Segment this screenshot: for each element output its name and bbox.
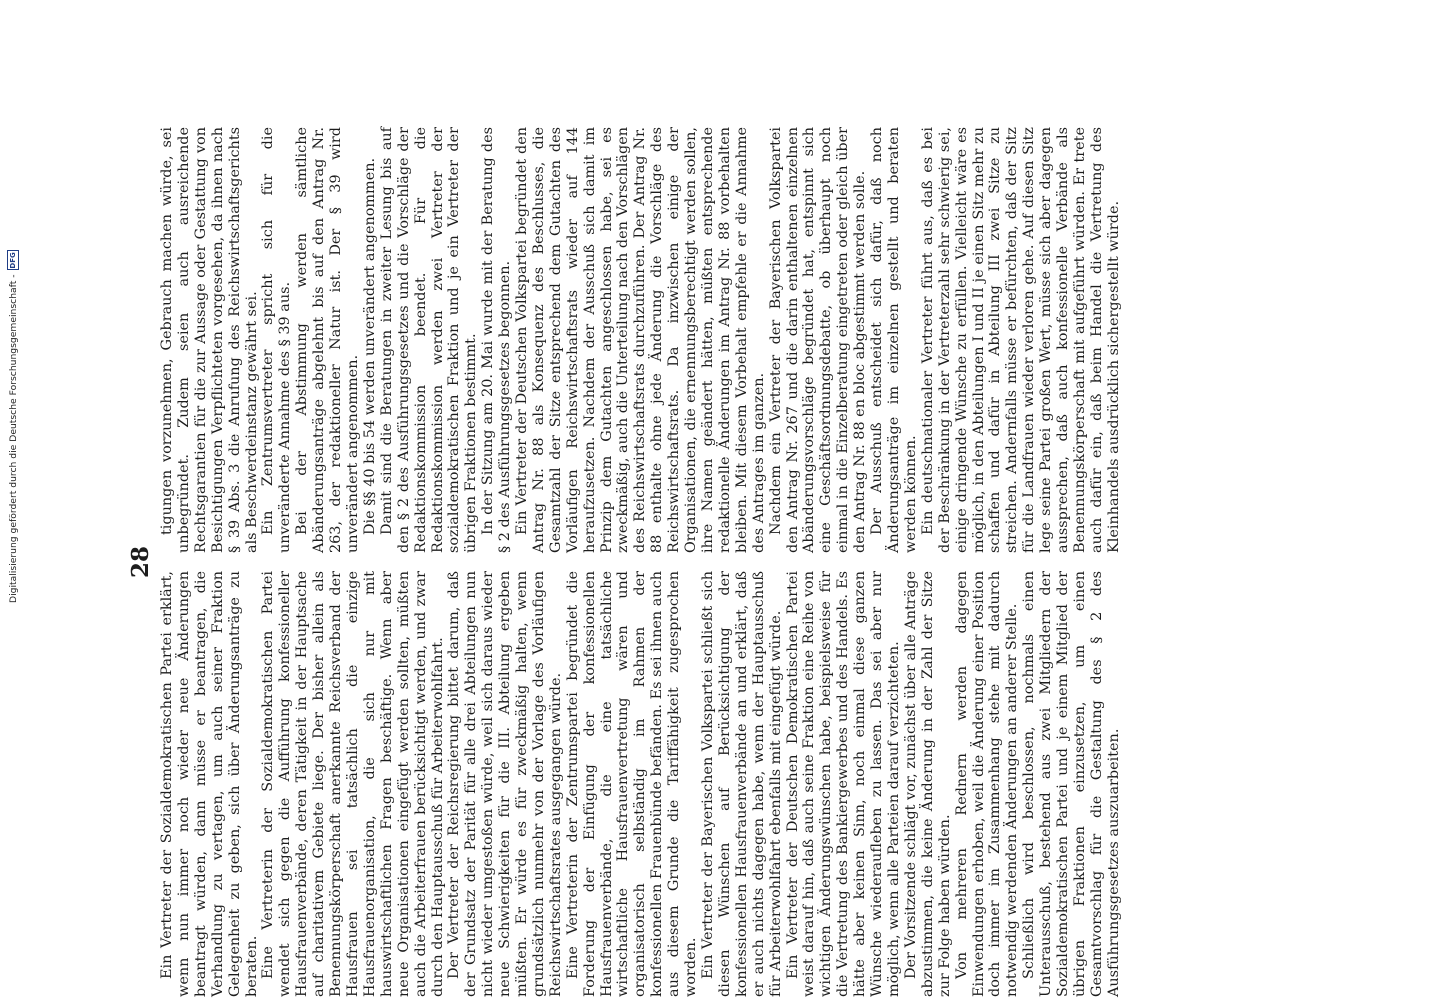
paragraph: Nachdem ein Vertreter der Bayerischen Volkspartei den Antrag Nr. 267 und die darin enthaltenen einzelnen Abänderungsvorschläge begründet hat, entspinnt sich eine Geschäftsordnungsdebatte, ob überhaupt noch einmal in die Einzelberatung eingetreten oder gleich über den Antrag Nr. 88 en bloc abgestimmt werden solle. (767, 127, 869, 553)
paragraph: Die §§ 40 bis 54 werden unverändert angenommen. (361, 157, 378, 535)
paragraph: Ein Vertreter der Bayerischen Volkspartei schließt sich diesen Wünschen auf Berücksichtigung der konfessionellen Hausfrauenverbände an und erklärt, daß er auch nichts dagegen habe, wenn der Hauptausschuß für Arbeiterwohlfahrt ebenfalls mit eingefügt würde. (700, 571, 784, 997)
page-number: 28 (127, 546, 154, 579)
paragraph: Der Vorsitzende schlägt vor, zunächst über alle Anträge abzustimmen, die keine Änderung in der Zahl der Sitze zur Folge haben würden. (902, 571, 953, 997)
paragraph: Eine Vertreterin der Sozialdemokratischen Partei wendet sich gegen die Aufführung konfessioneller Hausfrauenverbände, deren Tätigkeit in der Hauptsache auf charitativem Gebiete liege. Der bisher allein als Benennungskörperschaft anerkannte Reichsverband der Hausfrauen sei tatsächlich die einzige Hausfrauenorganisation, die sich nur mit hauswirtschaftlichen Fragen beschäftige. Wenn aber neue Organisationen eingefügt werden sollten, müßten auch die Arbeiterfrauen berücksichtigt werden, und zwar durch den Hauptausschuß für Arbeiterwohlfahrt. (260, 571, 446, 997)
paragraph: Ein Vertreter der Sozialdemokratischen Partei erklärt, wenn nun immer noch wieder neue Änderungen beantragt würden, dann müsse er beantragen, die Verhandlung zu vertagen, um auch seiner Fraktion Gelegenheit zu geben, sich über Änderungsanträge zu beraten. (159, 571, 260, 997)
paragraph: Ein Vertreter der Deutschen Demokratischen Partei weist darauf hin, daß auch seine Fraktion eine Reihe von wichtigen Änderungswünschen habe, beispielsweise für die Vertretung des Bankiergewerbes und des Handels. Es hätte aber keinen Sinn, noch einmal diese ganzen Wünsche wiederaufleben zu lassen. Das sei aber nur möglich, wenn alle Parteien darauf verzichteten. (784, 571, 902, 997)
paragraph: tigungen vorzunehmen, Gebrauch machen würde, sei unbegründet. Zudem seien auch ausreichende Rechtsgarantien für die zur Aussage oder Gestattung von Besichtigungen Verpflichteten vorgesehen, da ihnen nach § 39 Abs. 3 die Anrufung des Reichswirtschaftsgerichts als Beschwerdeinstanz gewährt sei. (159, 127, 260, 553)
paragraph: Der Vertreter der Reichsregierung bittet darum, daß der Grundsatz der Parität für alle drei Abteilungen nun nicht wieder umgestoßen würde, weil sich daraus wieder neue Schwierigkeiten für die III. Abteilung ergeben müßten. Er würde es für zweckmäßig halten, wenn grundsätzlich nunmehr von der Vorlage des Vorläufigen Reichswirtschaftsrates ausgegangen würde. (446, 571, 564, 997)
paragraph: Ein Vertreter der Deutschen Volkspartei begründet den Antrag Nr. 88 als Konsequenz des Beschlusses, die Gesamtzahl der Sitze entsprechend dem Gutachten des Vorläufigen Reichswirtschaftsrats wieder auf 144 heraufzusetzen. Nachdem der Ausschuß sich damit im Prinzip dem Gutachten angeschlossen habe, sei es zweckmäßig, auch die Unterteilung nach den Vorschlägen des Reichswirtschaftsrats durchzuführen. Der Antrag Nr. 88 enthalte ohne jede Änderung die Vorschläge des Reichswirtschaftsrats. Da inzwischen einige der Organisationen, die ernennungsberechtigt werden sollen, ihre Namen geändert hätten, müßten entsprechende redaktionelle Änderungen im Antrag Nr. 88 vorbehalten bleiben. Mit diesem Vorbehalt empfehle er die Annahme des Antrages im ganzen. (514, 127, 767, 553)
paragraph: Von mehreren Rednern werden dagegen Einwendungen erhoben, weil die Änderung einer Position doch immer im Zusammenhang stehe mit dadurch notwendig werdenden Änderungen an anderer Stelle. (953, 571, 1021, 997)
dfg-logo: DFG (9, 252, 17, 269)
paragraph: In der Sitzung am 20. Mai wurde mit der Beratung des § 2 des Ausführungsgesetzes begonnen. (480, 127, 514, 553)
paragraph: Schließlich wird beschlossen, nochmals einen Unterausschuß, bestehend aus zwei Mitgliedern der Sozialdemokratischen Partei und je einem Mitglied der übrigen Fraktionen einzusetzen, um einen Gesamtvorschlag für die Gestaltung des § 2 des Ausführungsgesetzes auszuarbeiten. (1021, 571, 1122, 997)
paragraph: Ein deutschnationaler Vertreter führt aus, daß es bei der Beschränkung in der Vertreterzahl sehr schwierig sei, einige dringende Wünsche zu erfüllen. Vielleicht wäre es möglich, in den Abteilungen I und II je einen Sitz mehr zu schaffen und dafür in Abteilung III zwei Sitze zu streichen. Andernfalls müsse er befürchten, daß der Sitz für die Landfrauen wieder verloren gehe. Auf diesen Sitz lege seine Partei großen Wert, müsse sich aber dagegen aussprechen, daß auch konfessionelle Verbände als Benennungskörperschaft mit aufgeführt würden. Er trete auch dafür ein, daß beim Handel die Vertretung des Kleinhandels ausdrücklich sichergestellt würde. (919, 127, 1122, 553)
rotated-page (127, 127, 1307, 997)
text-column-left (159, 571, 1123, 997)
paragraph: Ein Zentrumsvertreter spricht sich für die unveränderte Annahme des § 39 aus. (260, 127, 294, 553)
footer-text: Digitalisierung gefördert durch die Deutsche Forschungsgemeinschaft - (7, 274, 19, 603)
paragraph: Bei der Abstimmung werden sämtliche Abänderungsanträge abgelehnt bis auf den Antrag Nr. 263, der redaktioneller Natur ist. Der § 39 wird unverändert angenommen. (294, 127, 361, 553)
paragraph: Damit sind die Beratungen in zweiter Lesung bis auf den § 2 des Ausführungsgesetzes und die Vorschläge der Redaktionskommission beendet. Für die Redaktionskommission werden zwei Vertreter der sozialdemokratischen Fraktion und je ein Vertreter der übrigen Fraktionen bestimmt. (378, 127, 480, 553)
paragraph: Eine Vertreterin der Zentrumspartei begründet die Forderung der Einfügung der konfessionellen Hausfrauenverbände, die eine tatsächliche wirtschaftliche Hausfrauenvertretung wären und organisatorisch selbständig im Rahmen der konfessionellen Frauenbünde befänden. Es sei ihnen auch aus diesem Grunde die Tariffähigkeit zugesprochen worden. (564, 571, 700, 997)
paragraph: Der Ausschuß entscheidet sich dafür, daß noch Änderungsanträge im einzelnen gestellt und beraten werden können. (869, 127, 919, 553)
digitization-footer (1, 213, 25, 603)
text-column-right (159, 127, 1123, 553)
